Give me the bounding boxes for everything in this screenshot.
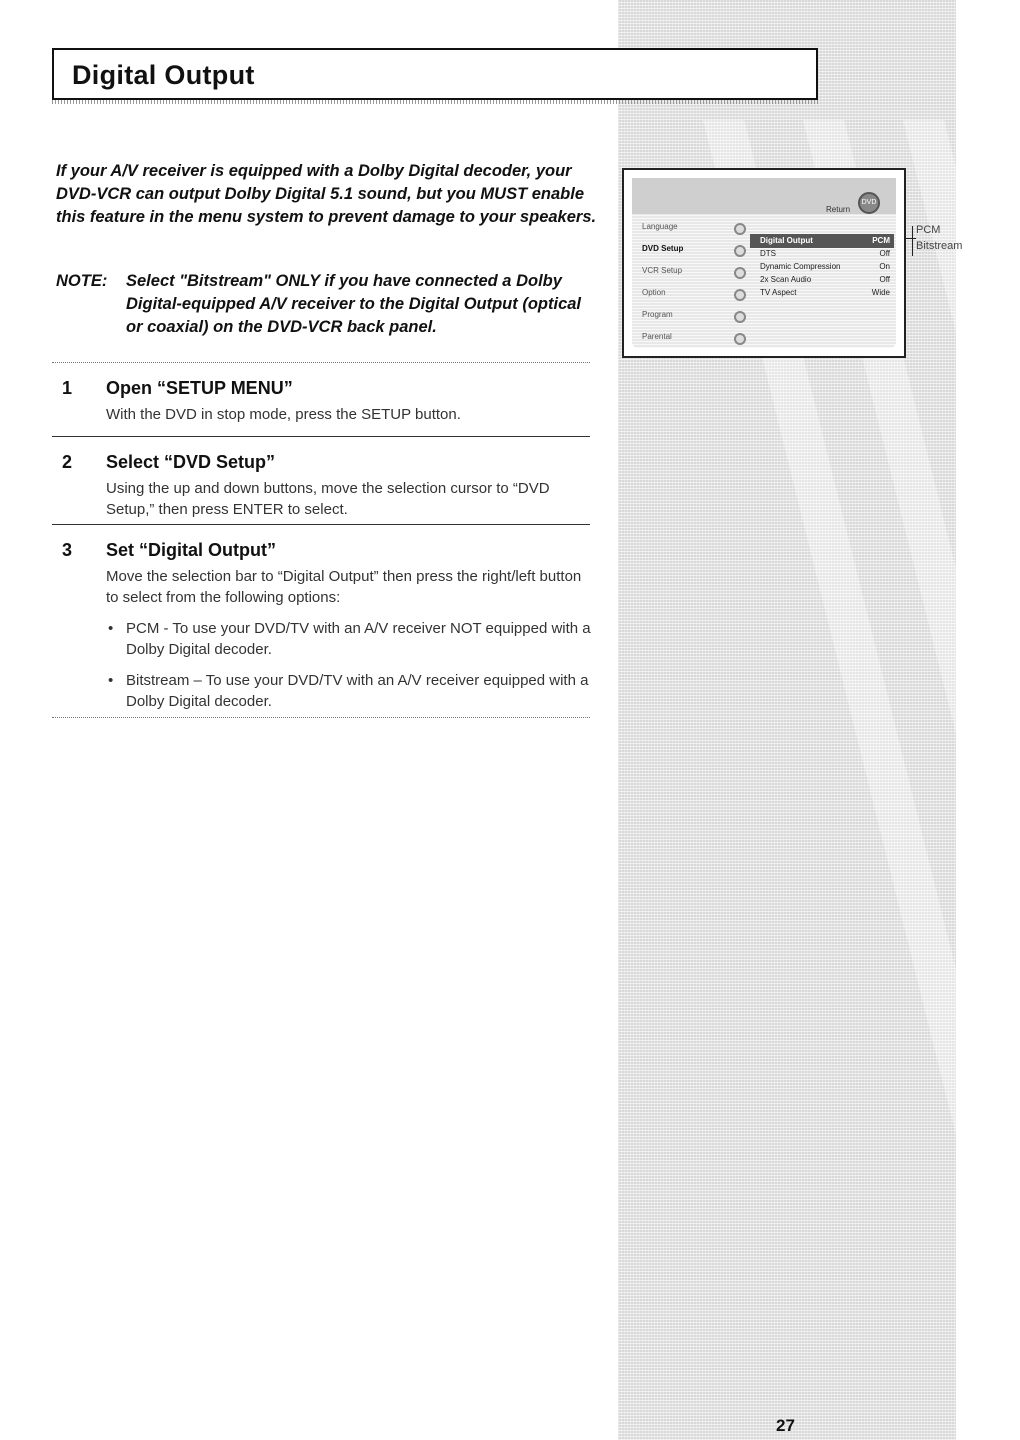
menu-setting-row: 2x Scan Audio Off bbox=[760, 275, 890, 284]
setup-menu-illustration bbox=[622, 168, 906, 358]
disc-icon bbox=[734, 223, 746, 235]
divider bbox=[52, 362, 590, 363]
menu-setting-row: TV Aspect Wide bbox=[760, 288, 890, 297]
disc-icon bbox=[734, 245, 746, 257]
step-3 bbox=[56, 540, 596, 715]
callout-connector bbox=[906, 238, 916, 239]
page-title-box bbox=[52, 48, 818, 100]
disc-icon bbox=[734, 289, 746, 301]
menu-settings-list bbox=[760, 236, 890, 301]
menu-header-bar bbox=[632, 178, 896, 214]
divider bbox=[52, 717, 590, 718]
divider bbox=[52, 436, 590, 437]
callout-option: Bitstream bbox=[916, 240, 963, 252]
disc-icon bbox=[734, 333, 746, 345]
step-number: 3 bbox=[62, 540, 73, 560]
menu-category-item: VCR Setup bbox=[642, 266, 752, 284]
menu-setting-row: Dynamic Compression On bbox=[760, 262, 890, 271]
menu-category-item: Parental bbox=[642, 332, 752, 350]
callout-bracket bbox=[912, 226, 913, 256]
menu-screen bbox=[632, 178, 896, 348]
step-title: Set “Digital Output” bbox=[106, 540, 276, 560]
menu-category-item: Option bbox=[642, 288, 752, 306]
note-label: NOTE: bbox=[56, 272, 108, 290]
list-item: • PCM - To use your DVD/TV with an A/V receiver NOT equipped with a Dolby Digital decoder. bbox=[106, 618, 591, 660]
divider bbox=[52, 524, 590, 525]
list-item: • Bitstream – To use your DVD/TV with an A/V receiver equipped with a Dolby Digital decoder. bbox=[106, 670, 591, 712]
step-1 bbox=[56, 378, 596, 428]
menu-category-item: Program bbox=[642, 310, 752, 328]
dvd-disc-icon: DVD bbox=[858, 192, 880, 214]
step-title: Select “DVD Setup” bbox=[106, 452, 276, 472]
callout-option: PCM bbox=[916, 224, 941, 236]
disc-icon bbox=[734, 267, 746, 279]
menu-category-list bbox=[642, 222, 752, 354]
step-body: With the DVD in stop mode, press the SETUP button. bbox=[106, 406, 461, 423]
menu-category-item: Language bbox=[642, 222, 752, 240]
step-2 bbox=[56, 452, 596, 518]
page-number: 27 bbox=[776, 1416, 795, 1435]
step-title: Open “SETUP MENU” bbox=[106, 378, 293, 398]
menu-setting-row: DTS Off bbox=[760, 249, 890, 258]
menu-category-item-selected: DVD Setup bbox=[642, 244, 752, 262]
step-body: Using the up and down buttons, move the selection cursor to “DVD Setup,” then press ENTER to select. bbox=[106, 480, 550, 518]
intro-paragraph: If your A/V receiver is equipped with a Dolby Digital decoder, your DVD-VCR can output Dolby Digital 5.1 sound, but you MUST enable this feature in the menu system to prevent damage to your speakers. bbox=[56, 162, 597, 226]
note-block bbox=[56, 270, 601, 339]
page-title: Digital Output bbox=[72, 60, 255, 90]
disc-icon bbox=[734, 311, 746, 323]
menu-setting-row-selected: Digital Output PCM bbox=[760, 236, 890, 245]
menu-return-label: Return bbox=[826, 205, 851, 214]
step-number: 1 bbox=[62, 378, 73, 398]
step-body-text: Move the selection bar to “Digital Output” then press the right/left button to select from the following options: bbox=[106, 568, 582, 606]
step-number: 2 bbox=[62, 452, 73, 472]
step-body bbox=[106, 566, 591, 712]
note-text: Select "Bitstream" ONLY if you have connected a Dolby Digital-equipped A/V receiver to the Digital Output (optical or coaxial) on the DVD-VCR back panel. bbox=[126, 272, 582, 336]
